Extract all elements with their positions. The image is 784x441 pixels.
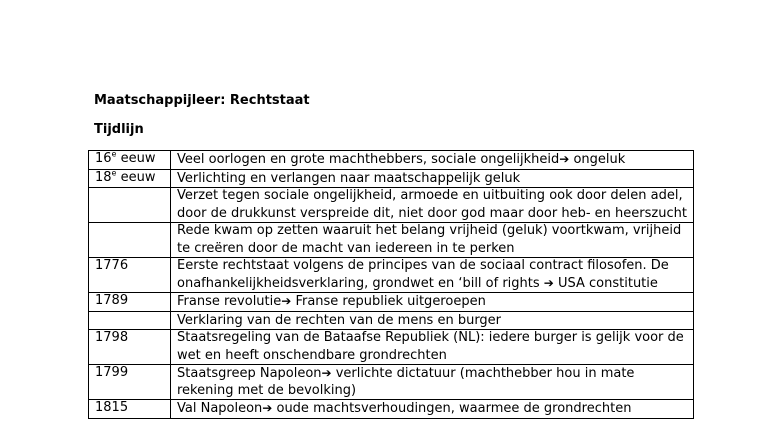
arrow-icon: ➔ — [543, 275, 554, 290]
date-cell — [89, 365, 171, 400]
table-row — [89, 365, 694, 400]
event-text-continued: verlichte dictatuur (machthebber hou in mate rekening met de bevolking) — [177, 366, 639, 398]
event-cell — [171, 365, 694, 400]
table-row — [89, 169, 694, 188]
event-text: Staatsregeling van de Bataafse Republiek (NL): iedere burger is gelijk voor de wet en heeft onschendbare grondrechten — [177, 330, 688, 363]
table-row — [89, 311, 694, 330]
date-cell — [89, 400, 171, 419]
date-cell — [89, 293, 171, 312]
table-row — [89, 330, 694, 365]
event-cell — [171, 188, 694, 223]
section-heading: Tijdlijn — [94, 122, 144, 137]
event-text-continued: oude machtsverhoudingen, waarmee de grondrechten — [272, 401, 632, 416]
event-text-continued: ongeluk — [569, 152, 626, 167]
event-cell — [171, 400, 694, 419]
event-text: Val Napoleon — [177, 401, 263, 416]
event-cell — [171, 293, 694, 312]
event-text: Verzet tegen sociale ongelijkheid, armoede en uitbuiting ook door delen adel, door de drukkunst verspreide dit, niet door god maar door heb- en heerszucht — [177, 188, 687, 221]
event-text: Franse revolutie — [177, 294, 282, 309]
event-cell — [171, 223, 694, 258]
date-cell — [89, 188, 171, 223]
date-suffix: eeuw — [116, 169, 156, 185]
table-row — [89, 223, 694, 258]
date-text: 1815 — [95, 400, 129, 415]
date-cell — [89, 169, 171, 188]
date-text: 18 — [95, 169, 112, 185]
timeline-body — [89, 151, 694, 419]
date-text: 16 — [95, 151, 112, 166]
event-text: Staatsgreep Napoleon — [177, 366, 322, 381]
event-text: Rede kwam op zetten waaruit het belang vrijheid (geluk) voortkwam, vrijheid te creëren door de macht van iedereen in te perken — [177, 223, 686, 256]
date-text: 1799 — [95, 365, 129, 380]
date-cell — [89, 258, 171, 293]
date-cell — [89, 151, 171, 170]
table-row — [89, 400, 694, 419]
arrow-icon: ➔ — [262, 401, 273, 415]
date-text: 1776 — [95, 258, 129, 273]
table-row — [89, 293, 694, 312]
event-cell — [171, 330, 694, 365]
date-suffix: eeuw — [116, 151, 156, 166]
event-cell — [171, 151, 694, 170]
event-text-continued: USA constitutie — [553, 275, 658, 291]
timeline-table — [88, 150, 694, 419]
date-cell — [89, 223, 171, 258]
event-text: Veel oorlogen en grote machthebbers, sociale ongelijkheid — [177, 152, 560, 167]
event-text: Verklaring van de rechten van de mens en burger — [177, 312, 502, 328]
date-cell — [89, 311, 171, 330]
event-text-continued: Franse republiek uitgeroepen — [291, 294, 486, 309]
arrow-icon: ➔ — [281, 294, 292, 308]
event-text: Verlichting en verlangen naar maatschappelijk geluk — [177, 170, 521, 186]
table-row — [89, 188, 694, 223]
arrow-icon: ➔ — [321, 366, 332, 380]
event-cell — [171, 258, 694, 293]
date-superscript: e — [111, 149, 117, 159]
date-cell — [89, 330, 171, 365]
date-superscript: e — [111, 168, 117, 178]
event-cell — [171, 311, 694, 330]
event-text: Eerste rechtstaat volgens de principes van de sociaal contract filosofen. De onafhankelijkheidsverklaring, grondwet en ‘bill of rights — [177, 258, 673, 291]
table-row — [89, 258, 694, 293]
date-text: 1798 — [95, 330, 129, 345]
event-cell — [171, 169, 694, 188]
date-text: 1789 — [95, 293, 129, 308]
document-title: Maatschappijleer: Rechtstaat — [94, 93, 310, 108]
arrow-icon: ➔ — [559, 152, 570, 166]
table-row — [89, 151, 694, 170]
